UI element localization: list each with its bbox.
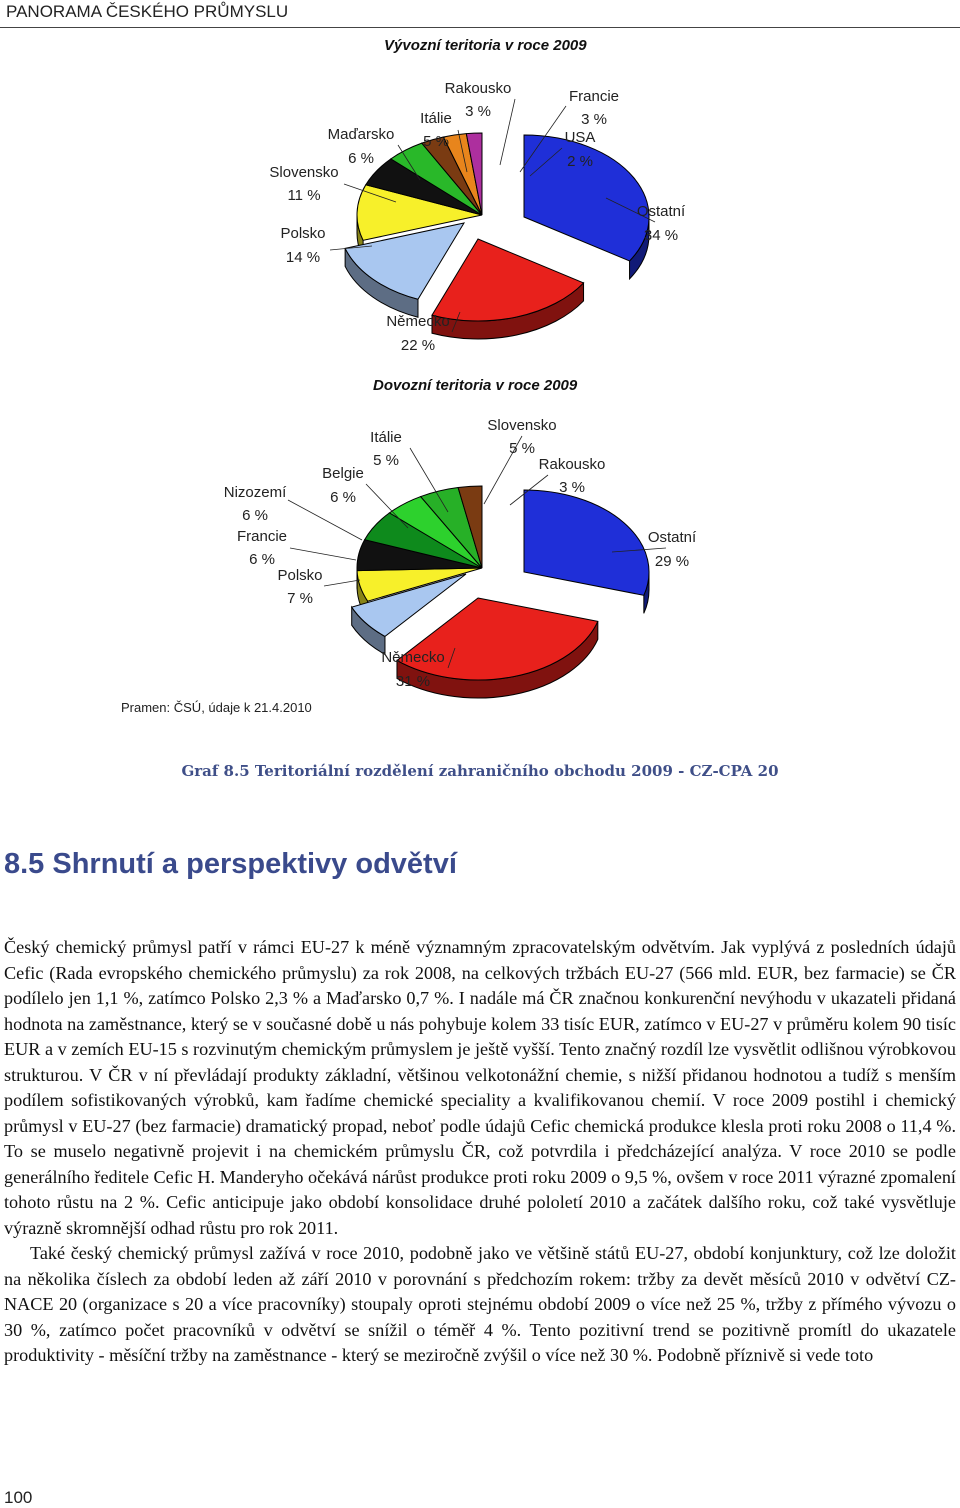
leader-line bbox=[324, 580, 360, 586]
slice-name-label: Francie bbox=[568, 88, 620, 105]
paragraph: Český chemický průmysl patří v rámci EU-27 k méně významným zpracovatelským odvětvím. Jak vyplývá z posledních údajů Cefic (Rada evropského chemického průmyslu) za rok 2008, na celkových tržbách EU-27 (566 mld. EUR, bez farmacie) se ČR podílelo jen 1,1 %, zatímco Polsko 2,3 % a Maďarsko 0,7 %. I nadále má ČR značnou konkurenční nevýhodu v ukazateli přidaná hodnota na zaměstnance, který se v současné době u nás pohybuje kolem 33 tisíc EUR, zatímco v EU-27 v průměru kolem 90 tisíc EUR a v zemích EU-15 s rozvinutým chemickým průmyslem je ještě vyšší. Tento značný rozdíl lze vysvětlit odlišnou výrobkovou strukturou. V ČR v ní převládají produkty základní, většinou velkotonážní chemie, s nižší přidanou hodnotou a tudíž s menším podílem sofistikovaných výrobků, kam řadíme chemické speciality a kvalifikovanou chemií. V roce 2009 postihl i chemický průmysl v EU-27 (bez farmacie) dramatický propad, neboť podle údajů Cefic chemická produkce klesla proti roku 2008 o 11,4 %. To se muselo negativně projevit i na chemickém průmyslu ČR, což potvrdila i předcházející analýza. V roce 2010 se podle generálního ředitele Cefic H. Manderyho očekává nárůst produkce proti roku 2009 o 9,5 %, ovšem v roce 2011 výrazné zpomalení tohoto růstu na 2 %. Cefic anticipuje jako období konsolidace druhé pololetí 2010 a začátek dalšího roku, což také vysvětluje výrazně skromnější odhad růstu pro rok 2011. bbox=[4, 937, 956, 1238]
slice-value-label: 22 % bbox=[400, 337, 436, 354]
figure-caption: Graf 8.5 Teritoriální rozdělení zahraničního obchodu 2009 - CZ-CPA 20 bbox=[181, 762, 779, 780]
export-chart-title: Vývozní teritoria v roce 2009 bbox=[384, 37, 587, 54]
slice-value-label: 3 % bbox=[559, 479, 585, 496]
slice-value-label: 3 % bbox=[581, 111, 607, 128]
slice-name-label: Polsko bbox=[280, 225, 326, 242]
leader-line bbox=[484, 436, 522, 504]
slice-value-label: 34 % bbox=[643, 227, 679, 244]
slice-name-label: Maďarsko bbox=[327, 126, 395, 143]
slice-name-label: Německo bbox=[386, 313, 450, 330]
slice-value-label: 6 % bbox=[330, 489, 356, 506]
slice-name-label: Polsko bbox=[277, 567, 323, 584]
slice-name-label: Rakousko bbox=[444, 80, 512, 97]
slice-value-label: 5 % bbox=[373, 452, 399, 469]
slice-name-label: Rakousko bbox=[538, 456, 606, 473]
source-note: Pramen: ČSÚ, údaje k 21.4.2010 bbox=[121, 700, 312, 715]
section-heading: 8.5 Shrnutí a perspektivy odvětví bbox=[4, 848, 457, 880]
slice-value-label: 6 % bbox=[242, 507, 268, 524]
slice-name-label: Francie bbox=[236, 528, 288, 545]
slice-name-label: Ostatní bbox=[647, 529, 697, 546]
slice-value-label: 29 % bbox=[654, 553, 690, 570]
slice-value-label: 6 % bbox=[249, 551, 275, 568]
body-text bbox=[4, 935, 956, 1369]
slice-value-label: 7 % bbox=[287, 590, 313, 607]
page-number: 100 bbox=[4, 1488, 33, 1507]
slice-name-label: Německo bbox=[381, 649, 445, 666]
slice-value-label: 11 % bbox=[287, 187, 321, 204]
slice-name-label: Slovensko bbox=[487, 417, 557, 434]
slice-name-label: Belgie bbox=[322, 465, 364, 482]
slice-value-label: 31 % bbox=[395, 673, 431, 690]
slice-name-label: Itálie bbox=[420, 110, 452, 127]
slice-value-label: 6 % bbox=[348, 150, 374, 167]
slice-name-label: USA bbox=[564, 129, 596, 146]
slice-name-label: Ostatní bbox=[636, 203, 686, 220]
slice-value-label: 5 % bbox=[509, 440, 535, 457]
paragraph: Také český chemický průmysl zažívá v roce 2010, podobně jako ve většině států EU-27, období konjunktury, což lze doložit na několika číslech za období leden až září 2010 v porovnání s předchozím rokem: tržby za devět měsíců 2010 v odvětví CZ-NACE 20 (organizace s 20 a více pracovníky) stoupaly oproti stejnému období 2009 o více než 25 %, tržby z přímého vývozu o 30 %, zatímco počet pracovníků v odvětví se snížil o téměř 4 %. Tento pozitivní trend se pozitivně promítl do ukazatele produktivity - měsíční tržby na zaměstnance - který se meziročně zvýšil o více než 30 %. Podobně příznivě si vede toto bbox=[4, 1243, 956, 1365]
slice-value-label: 3 % bbox=[465, 103, 491, 120]
slice-name-label: Itálie bbox=[370, 429, 402, 446]
slice-value-label: 14 % bbox=[285, 249, 321, 266]
slice-value-label: 2 % bbox=[567, 153, 593, 170]
slice-name-label: Slovensko bbox=[269, 164, 339, 181]
leader-line bbox=[288, 500, 362, 540]
slice-name-label: Nizozemí bbox=[223, 484, 287, 501]
pie-slice bbox=[524, 490, 649, 595]
leader-line bbox=[290, 548, 356, 560]
import-chart-title: Dovozní teritoria v roce 2009 bbox=[373, 377, 578, 394]
running-header: PANORAMA ČESKÉHO PRŮMYSLU bbox=[6, 2, 289, 21]
slice-value-label: 5 % bbox=[423, 133, 449, 150]
import-pie-chart bbox=[0, 0, 960, 720]
